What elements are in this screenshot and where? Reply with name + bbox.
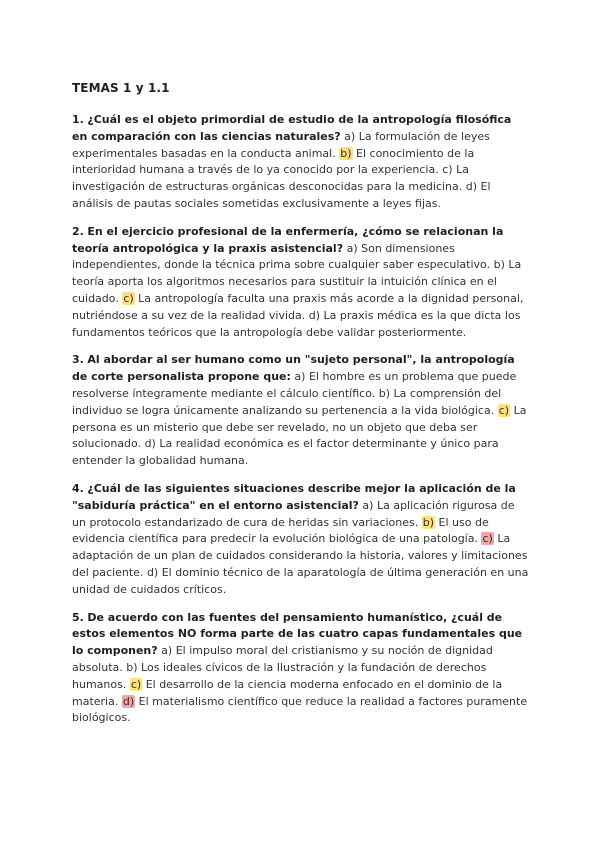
option-letter: d)	[308, 308, 321, 322]
option-text: La persona es un misterio que debe ser revelado, no un objeto que deba ser solucionado.	[72, 403, 527, 451]
question-text: De acuerdo con las fuentes del pensamiento humanístico, ¿cuál de estos elementos NO forma parte de las cuatro capas fundamentales que lo componen?	[72, 610, 523, 658]
option-letter: a)	[161, 644, 173, 658]
question-number: 1.	[72, 113, 84, 126]
option-text: La investigación de estructuras orgánicas desconocidas para la medicina.	[72, 163, 469, 194]
option-letter: a)	[362, 498, 374, 512]
question-2	[72, 224, 530, 342]
option-text: El conocimiento de la interioridad humana a través de lo ya conocido por la experiencia.	[72, 146, 475, 177]
option-text: La antropología faculta una praxis más acorde a la dignidad personal, nutriéndose a su vez de la realidad vivida.	[72, 291, 524, 322]
option-text: La teoría aporta los algoritmos necesarios para sustituir la intuición clínica en el cuidado.	[72, 258, 522, 305]
question-text: ¿Cuál de las siguientes situaciones describe mejor la aplicación de la "sabiduría práctica" en el entorno asistencial?	[72, 481, 516, 512]
question-text: En el ejercicio profesional de la enfermería, ¿cómo se relacionan la teoría antropológica y la praxis asistencial?	[72, 224, 504, 255]
option-text: La praxis médica es la que dicta los fundamentos teóricos que la antropología debe validar posteriormente.	[72, 308, 521, 339]
option-letter: a)	[294, 370, 306, 384]
option-letter-highlighted: c)	[498, 403, 510, 417]
option-letter: d)	[146, 565, 159, 579]
option-letter-highlighted: b)	[340, 146, 352, 160]
option-letter-highlighted-red: d)	[122, 694, 135, 708]
option-text: La realidad económica es el factor determinante y único para entender la globalidad humana.	[72, 437, 499, 468]
question-1	[72, 112, 530, 213]
option-text: El hombre es un problema que puede resolverse íntegramente mediante el cálculo científico.	[72, 370, 517, 400]
question-5	[72, 610, 530, 728]
option-letter: c)	[442, 163, 453, 177]
question-text: Al abordar al ser humano como un "sujeto personal", la antropología de corte personalista propone que:	[72, 353, 515, 384]
page-title: TEMAS 1 y 1.1	[72, 81, 170, 95]
document-page	[72, 80, 530, 738]
option-letter-highlighted-red: c)	[482, 532, 493, 546]
option-text: La aplicación rigurosa de un protocolo estandarizado de cura de heridas sin variaciones.	[72, 498, 515, 529]
option-text: El desarrollo de la ciencia moderna enfocado en el dominio de la materia.	[72, 677, 503, 708]
option-letter: a)	[346, 241, 358, 255]
option-letter: b)	[493, 258, 505, 272]
option-text: El materialismo científico que reduce la realidad a factores puramente biológicos.	[72, 694, 528, 725]
option-letter: a)	[344, 129, 356, 143]
option-text: Los ideales cívicos de la Ilustración y la fundación de derechos humanos.	[72, 660, 487, 691]
option-letter: d)	[144, 437, 156, 451]
question-number: 3.	[72, 353, 84, 367]
question-number: 2.	[72, 224, 84, 238]
question-3	[72, 352, 530, 470]
option-letter: d)	[465, 180, 478, 194]
option-text: La comprensión del individuo se logra únicamente analizando su pertenencia a la vida biológica.	[72, 386, 502, 417]
option-letter-highlighted: c)	[123, 291, 134, 305]
option-text: El uso de evidencia científica para predecir la evolución biológica de una patología.	[72, 515, 489, 546]
question-text: ¿Cuál es el objeto primordial de estudio de la antropología filosófica en comparación con las ciencias naturales?	[72, 113, 512, 143]
question-4	[72, 481, 530, 599]
option-letter-highlighted: b)	[422, 515, 435, 529]
option-text: La formulación de leyes experimentales basadas en la conducta animal.	[72, 129, 490, 160]
option-text: Son dimensiones independientes, donde la técnica prima sobre cualquier saber especulativo.	[72, 241, 491, 272]
option-text: El análisis de pautas sociales sometidas exclusivamente a leyes fijas.	[72, 180, 491, 210]
option-text: El impulso moral del cristianismo y su noción de dignidad absoluta.	[72, 644, 493, 674]
option-text: La adaptación de un plan de cuidados considerando la historia, valores y limitaciones del paciente.	[72, 532, 528, 579]
question-number: 4.	[72, 481, 84, 495]
option-letter: b)	[378, 386, 391, 400]
option-letter: b)	[126, 660, 138, 674]
option-text: El dominio técnico de la aparatología de última generación en una unidad de cuidados críticos.	[72, 565, 529, 596]
option-letter-highlighted: c)	[130, 677, 142, 691]
question-number: 5.	[72, 610, 84, 624]
